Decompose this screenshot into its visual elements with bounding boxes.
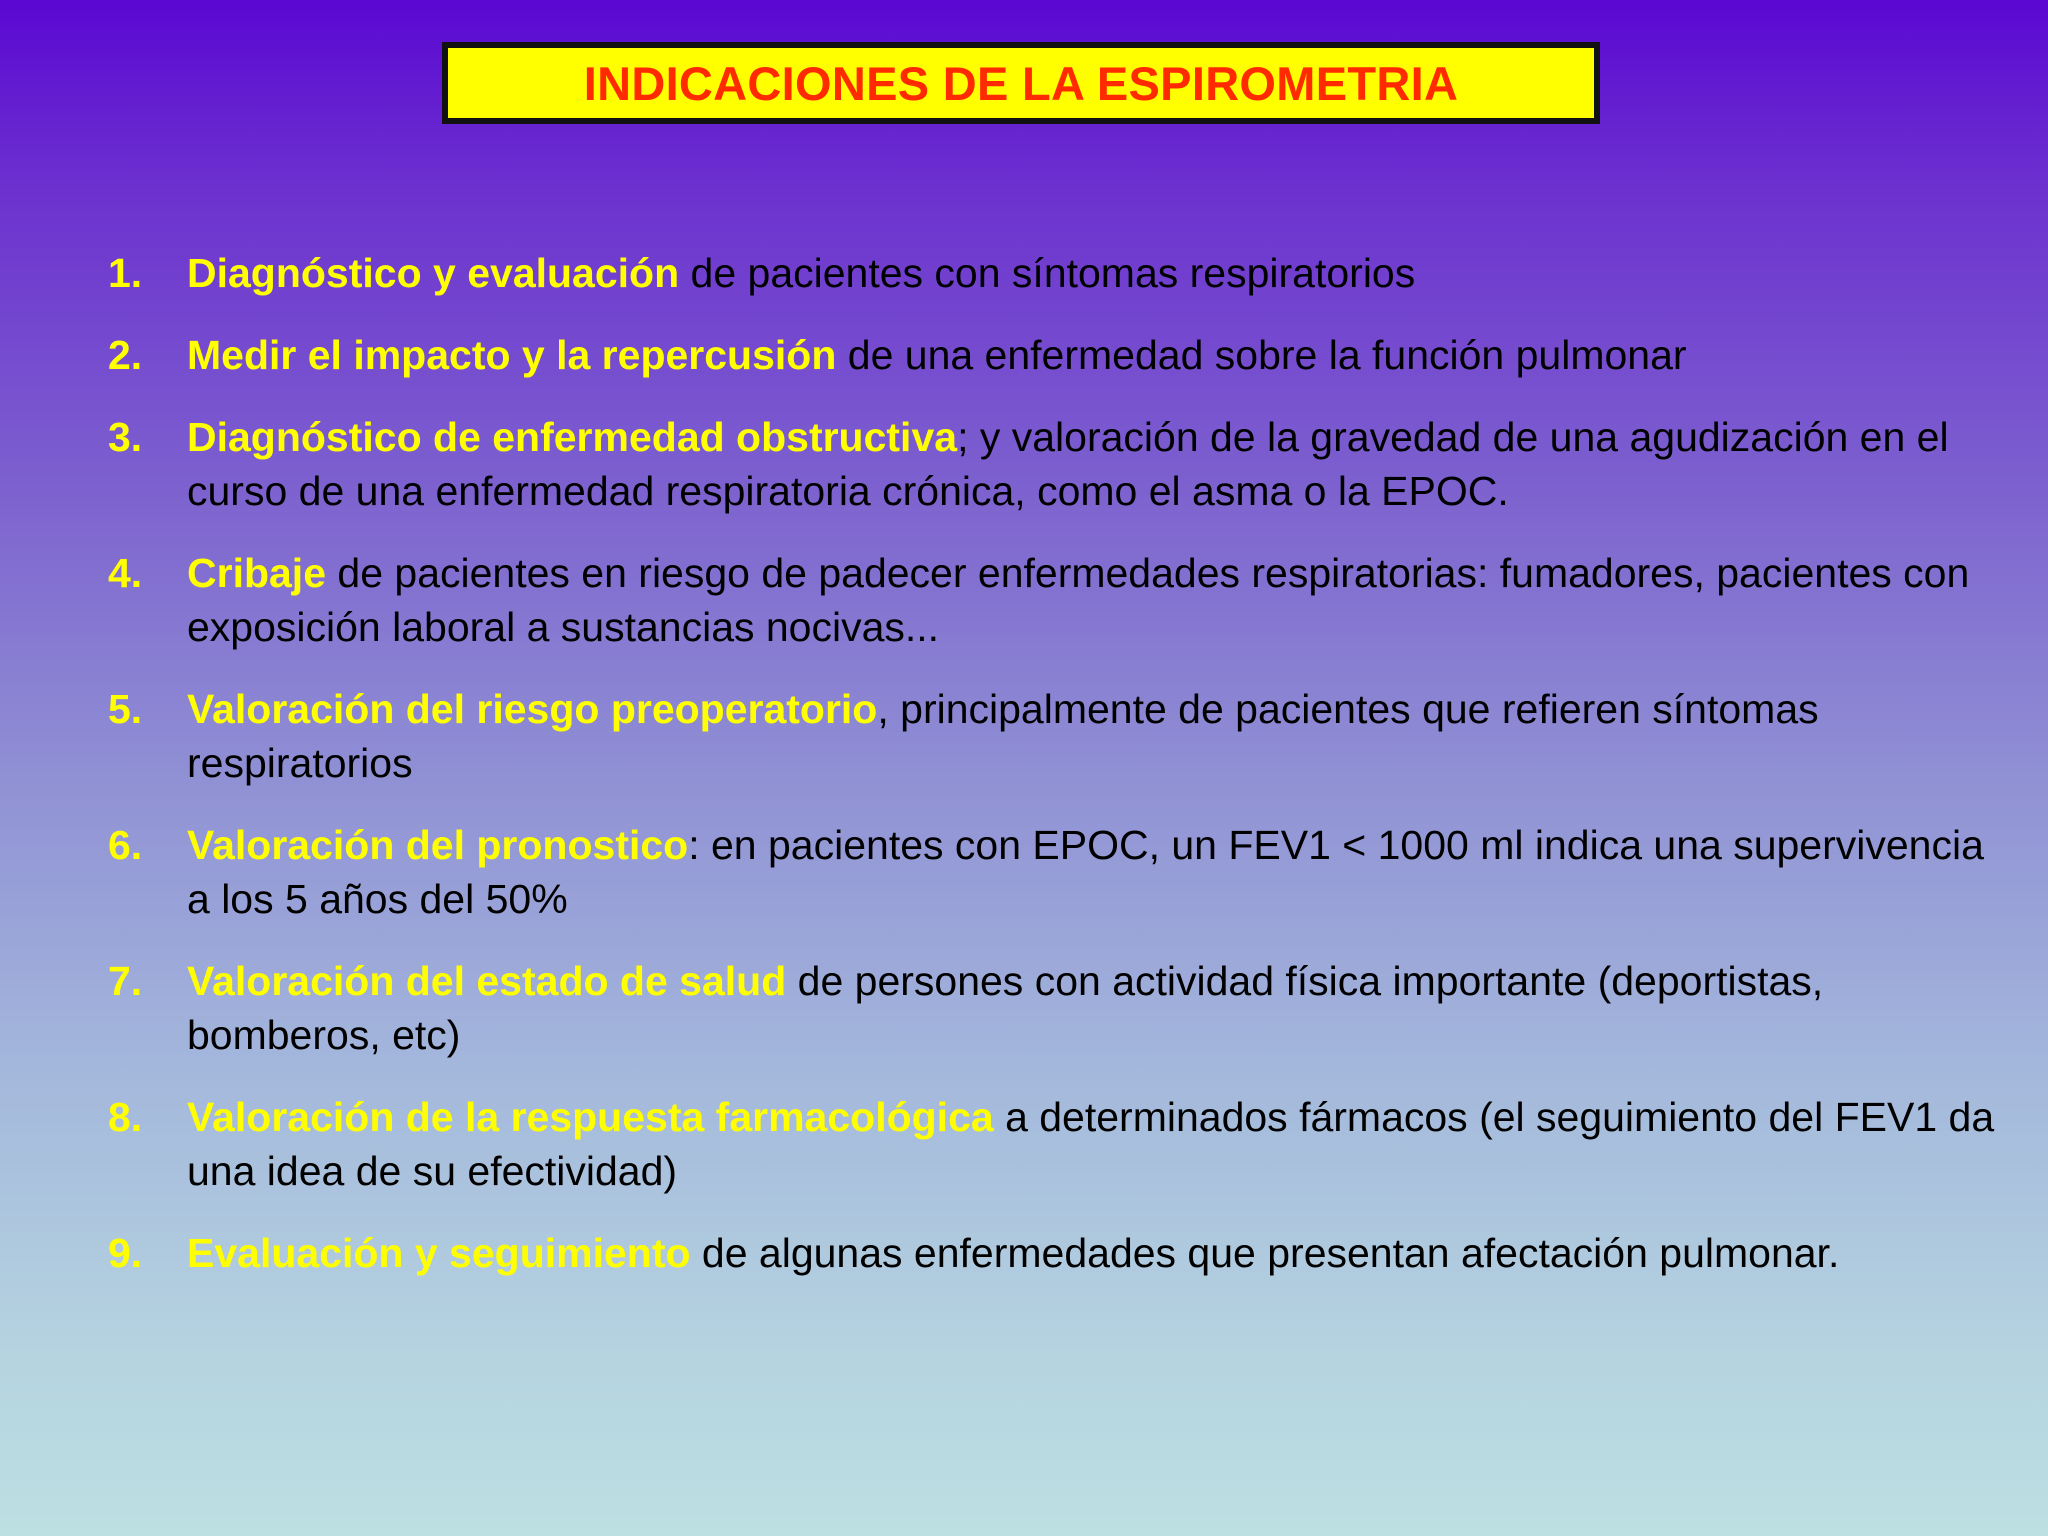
item-highlight: Valoración del estado de salud (187, 958, 787, 1004)
item-highlight: Valoración de la respuesta farmacológica (187, 1094, 994, 1140)
item-text: de algunas enfermedades que presentan afectación pulmonar. (690, 1230, 1840, 1276)
list-item (108, 818, 2008, 926)
item-number: 3. (108, 414, 143, 460)
item-number: 2. (108, 332, 143, 378)
item-text: de persones con actividad física importante (deportistas, bomberos, etc) (187, 958, 1824, 1058)
indications-list (108, 246, 2008, 1308)
page-title: INDICACIONES DE LA ESPIROMETRIA (583, 56, 1459, 110)
item-text: a determinados fármacos (el seguimiento del FEV1 da una idea de su efectividad) (187, 1094, 1995, 1194)
item-number: 4. (108, 550, 143, 596)
list-item (108, 1226, 2008, 1280)
item-highlight: Valoración del riesgo preoperatorio (187, 686, 878, 732)
item-number: 9. (108, 1230, 143, 1276)
item-highlight: Evaluación y seguimiento (187, 1230, 691, 1276)
item-text: ; y valoración de la gravedad de una agudización en el curso de una enfermedad respiratoria crónica, como el asma o la EPOC. (187, 414, 1949, 514)
list-item (108, 1090, 2008, 1198)
item-highlight: Cribaje (187, 550, 326, 596)
item-text: de pacientes en riesgo de padecer enfermedades respiratorias: fumadores, pacientes con exposición laboral a sustancias nocivas... (187, 550, 1970, 650)
item-highlight: Diagnóstico de enfermedad obstructiva (187, 414, 958, 460)
item-number: 6. (108, 822, 143, 868)
item-number: 1. (108, 250, 143, 296)
list-item (108, 246, 2008, 300)
item-text: de una enfermedad sobre la función pulmonar (836, 332, 1687, 378)
list-item (108, 546, 2008, 654)
list-item (108, 328, 2008, 382)
title-box (442, 42, 1600, 124)
item-highlight: Valoración del pronostico (187, 822, 689, 868)
item-number: 7. (108, 958, 143, 1004)
list-item (108, 682, 2008, 790)
item-number: 5. (108, 686, 143, 732)
item-highlight: Diagnóstico y evaluación (187, 250, 680, 296)
item-highlight: Medir el impacto y la repercusión (187, 332, 837, 378)
item-number: 8. (108, 1094, 143, 1140)
list-item (108, 954, 2008, 1062)
list-item (108, 410, 2008, 518)
item-text: , principalmente de pacientes que refieren síntomas respiratorios (187, 686, 1819, 786)
item-text: de pacientes con síntomas respiratorios (679, 250, 1416, 296)
item-text: : en pacientes con EPOC, un FEV1 < 1000 ml indica una supervivencia a los 5 años del 50% (187, 822, 1984, 922)
